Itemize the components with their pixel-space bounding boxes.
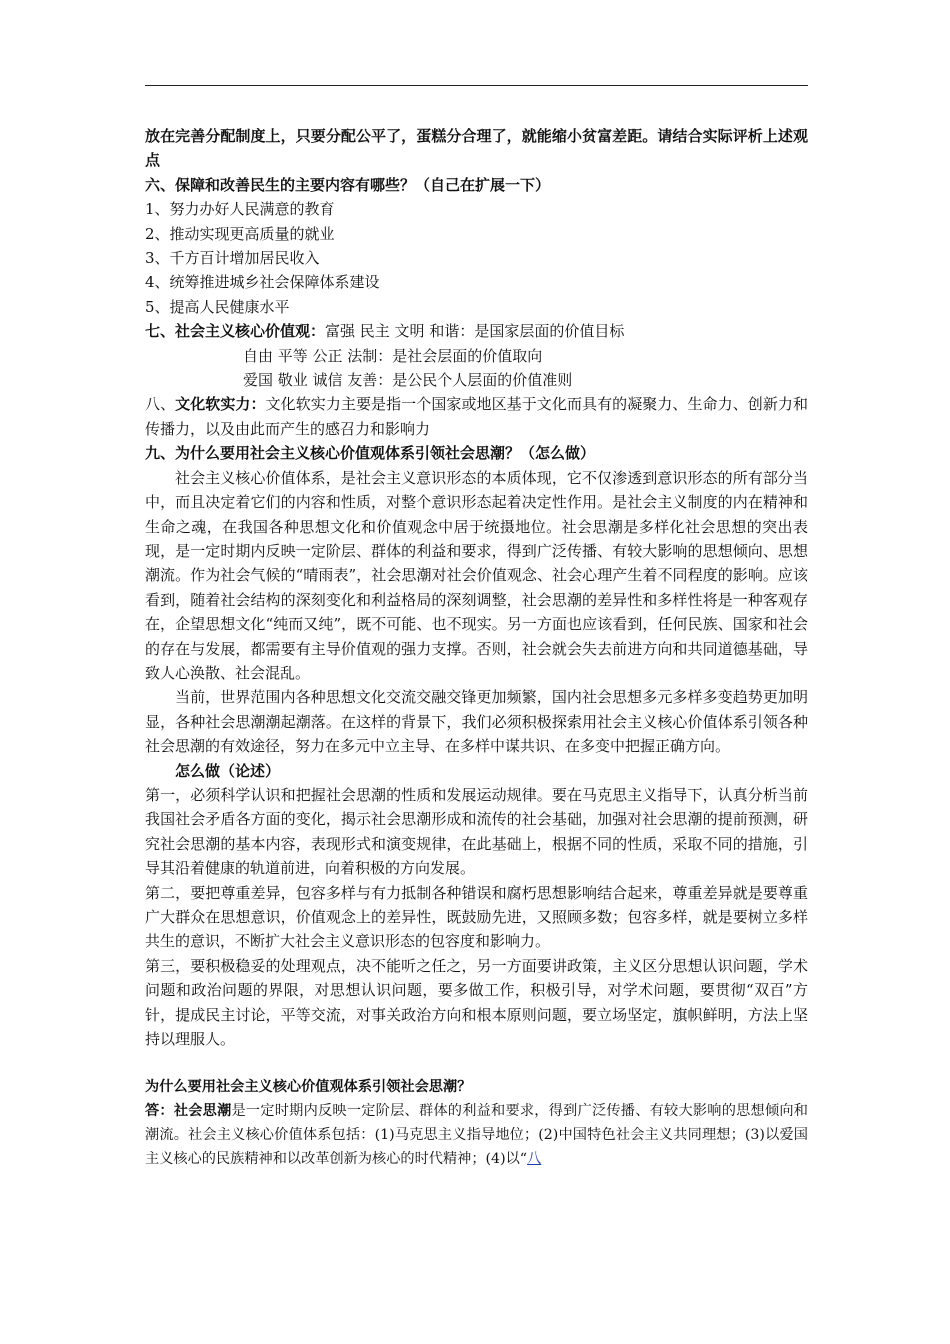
point-1: 第一，必须科学认识和把握社会思潮的性质和发展运动规律。要在马克思主义指导下，认真分析当前我国社会矛盾各方面的变化，揭示社会思潮形成和流传的社会基础，加强对社会思潮的提前预测，研究社会思潮的基本内容，表现形式和演变规律，在此基础上，根据不同的性质，采取不同的措施，引导其沿着健康的轨道前进，向着积极的方向发展。	[145, 785, 808, 878]
spacer	[145, 1051, 808, 1075]
answer-link[interactable]: 八	[527, 1151, 542, 1168]
section9-para2: 当前，世界范围内各种思想文化交流交融交锋更加频繁，国内社会思想多元多样多变趋势更加明显，各种社会思潮潮起潮落。在这样的背景下，我们必须积极探索用社会主义核心价值体系引领各种社会思潮的有效途径，努力在多元中立主导、在多样中谋共识、在多变中把握正确方向。	[145, 688, 808, 756]
top-paragraph: 放在完善分配制度上，只要分配公平了，蛋糕分合理了，就能缩小贫富差距。请结合实际评析上述观点	[145, 127, 808, 170]
document-body	[145, 124, 808, 1171]
qa-question: 为什么要用社会主义核心价值观体系引领社会思潮？	[145, 1079, 472, 1096]
how-heading: 怎么做（论述）	[175, 761, 281, 780]
answer-text: 是一定时期内反映一定阶层、群体的利益和要求，得到广泛传播、有较大影响的思想倾向和潮流。社会主义核心价值体系包括：(1)马克思主义指导地位；(2)中国特色社会主义共同理想；(3)以爱国主义核心的民族精神和以改革创新为核心的时代精神；(4)以“	[145, 1103, 808, 1168]
list-item: 2、推动实现更高质量的就业	[145, 224, 335, 243]
list-item: 1、努力办好人民满意的教育	[145, 200, 335, 219]
section8-term: 文化软实力：	[175, 395, 266, 414]
section9-heading: 九、为什么要用社会主义核心价值观体系引领社会思潮？（怎么做）	[145, 444, 596, 463]
list-item: 4、统筹推进城乡社会保障体系建设	[145, 273, 380, 292]
section8-prefix: 八、	[145, 395, 176, 414]
list-item: 5、提高人民健康水平	[145, 297, 290, 316]
point-2: 第二，要把尊重差异，包容多样与有力抵制各种错误和腐朽思想影响结合起来，尊重差异就是要尊重广大群众在思想意识，价值观念上的差异性，既鼓励先进，又照顾多数；包容多样，就是要树立多样共生的意识，不断扩大社会主义意识形态的包容度和影响力。	[145, 883, 808, 951]
section8	[145, 392, 808, 441]
section7-heading: 七、社会主义核心价值观：	[145, 322, 326, 341]
qa-answer	[145, 1099, 808, 1171]
section8-text: 文化软实力主要是指一个国家或地区基于文化而具有的凝聚力、生命力、创新力和传播力，以及由此而产生的感召力和影响力	[145, 395, 808, 438]
answer-label: 答：	[145, 1103, 174, 1120]
section9-para1: 社会主义核心价值体系，是社会主义意识形态的本质体现，它不仅渗透到意识形态的所有部分当中，而且决定着它们的内容和性质，对整个意识形态起着决定性作用。是社会主义制度的内在精神和生命之魂，在我国各种思想文化和价值观念中居于统摄地位。社会思潮是多样化社会思想的突出表现，是一定时期内反映一定阶层、群体的利益和要求，得到广泛传播、有较大影响的思想倾向、思想潮流。作为社会气候的“晴雨表”，社会思潮对社会价值观念、社会心理产生着不同程度的影响。应该看到，随着社会结构的深刻变化和利益格局的深刻调整，社会思潮的差异性和多样性将是一种客观存在，企望思想文化“纯而又纯”，既不可能、也不现实。另一方面也应该看到，任何民族、国家和社会的存在与发展，都需要有主导价值观的强力支撑。否则，社会就会失去前进方向和共同道德基础，导致人心涣散、社会混乱。	[145, 468, 808, 682]
section7-line3: 爱国 敬业 诚信 友善：是公民个人层面的价值准则	[243, 371, 573, 390]
list-item: 3、千方百计增加居民收入	[145, 249, 320, 268]
section7-line1-text: 富强 民主 文明 和谐：是国家层面的价值目标	[325, 322, 625, 341]
section7-line1	[145, 319, 808, 343]
answer-term: 社会思潮	[173, 1103, 232, 1120]
section6-heading: 六、保障和改善民生的主要内容有哪些？（自己在扩展一下）	[145, 175, 551, 194]
section7-line2: 自由 平等 公正 法制：是社会层面的价值取向	[243, 346, 543, 365]
header-rule	[145, 85, 808, 86]
point-3: 第三，要积极稳妥的处理观点，决不能听之任之，另一方面要讲政策，主义区分思想认识问题，学术问题和政治问题的界限，对思想认识问题，要多做工作，积极引导，对学术问题，要贯彻“双百”方针，提成民主讨论，平等交流，对事关政治方向和根本原则问题，要立场坚定，旗帜鲜明，方法上坚持以理服人。	[145, 956, 808, 1049]
